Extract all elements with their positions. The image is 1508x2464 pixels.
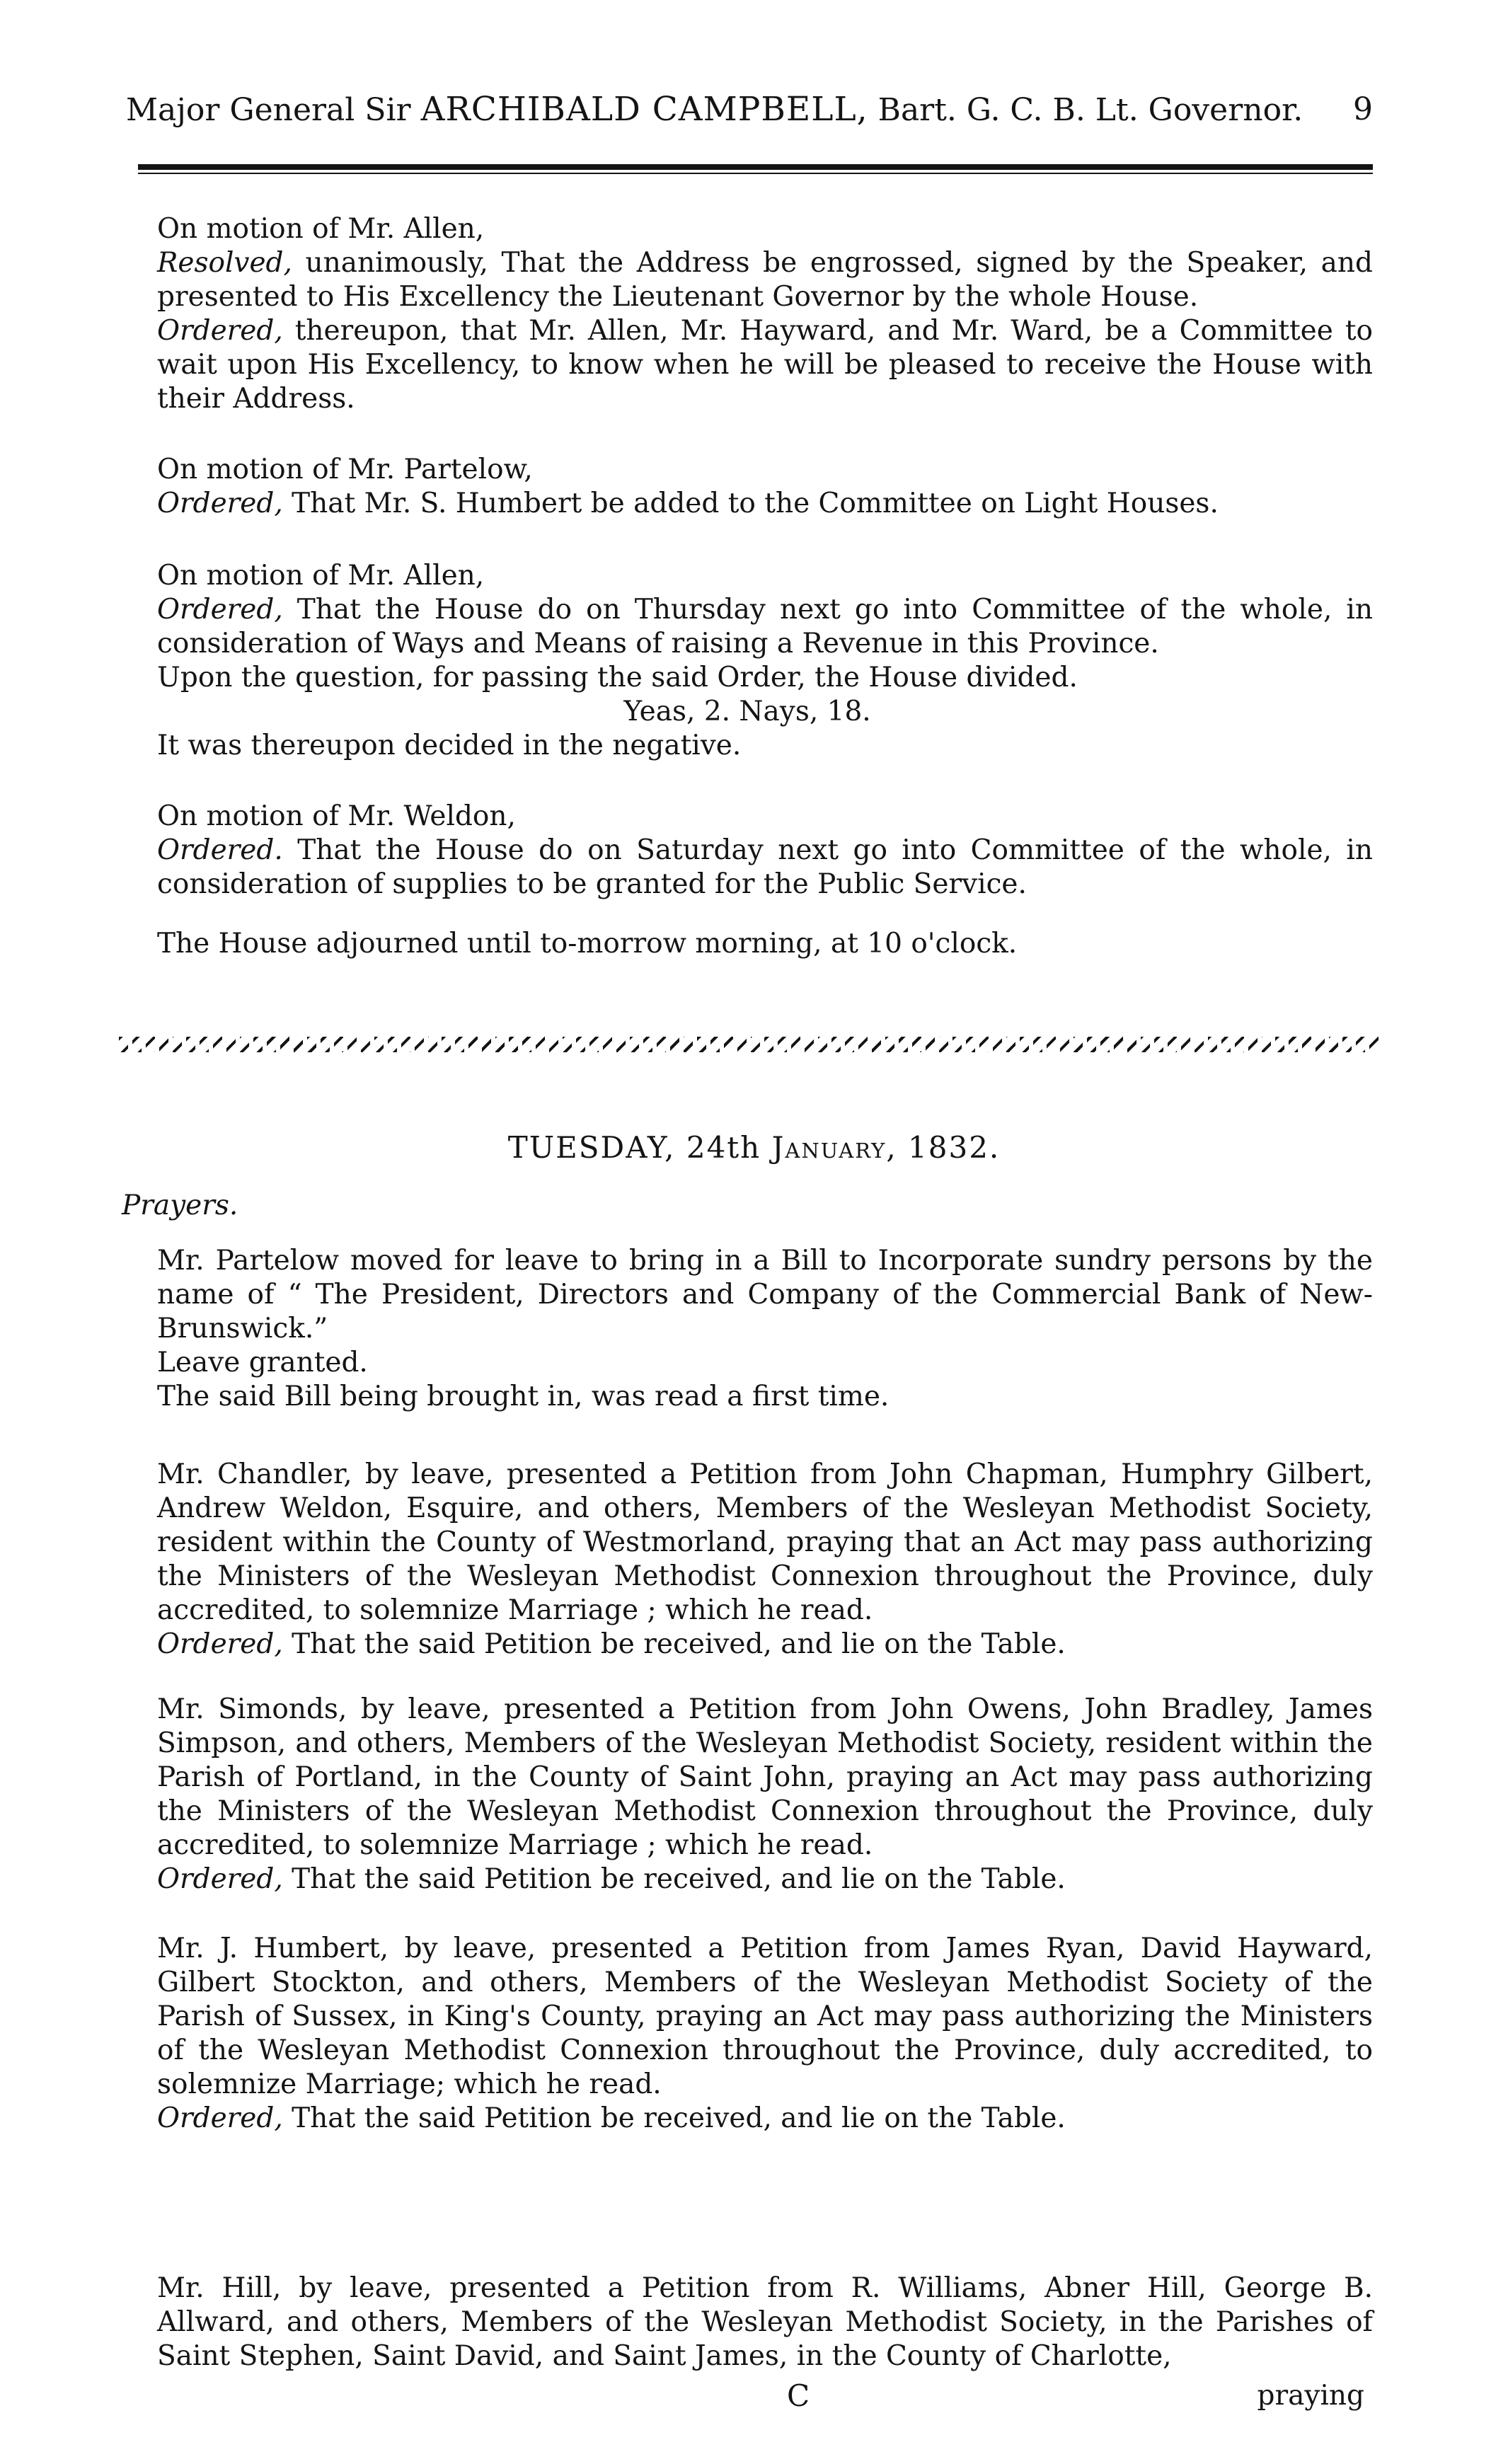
paragraph-text: Mr. Hill, by leave, presented a Petition from R. Williams, Abner Hill, George B. Allward, and others, Members of the Wesleyan Methodist Society, in the Parishes of Saint Stephen, Saint David, and Saint James, in the County of Charlotte, — [157, 2272, 1373, 2372]
prayers-label: Prayers. — [122, 1190, 238, 1221]
petition-chandler — [122, 1458, 1373, 1662]
date-day: TUESDAY, — [507, 1130, 676, 1165]
date-year: 1832. — [908, 1130, 1001, 1165]
paragraph-text: On motion of Mr. Allen, — [157, 560, 485, 592]
paragraph — [122, 1458, 1373, 1628]
paragraph — [122, 1628, 1373, 1662]
paragraph-text: Mr. Chandler, by leave, presented a Petition from John Chapman, Humphry Gilbert, Andrew Weldon, Esquire, and others, Members of the Wesleyan Methodist Society, resident within the County of Westmorland, praying that an Act may pass authorizing the Ministers of the Wesleyan Methodist Connexion throughout the Province, duly accredited, to solemnize Marriage ; which he read. — [157, 1458, 1373, 1626]
adjournment-block — [122, 927, 1373, 961]
paragraph — [122, 1863, 1373, 1896]
paragraph-text: Mr. J. Humbert, by leave, presented a Petition from James Ryan, David Hayward, Gilbert Stockton, and others, Members of the Wesleyan Methodist Society of the Parish of Sussex, in King's County, praying an Act may pass authorizing the Ministers of the Wesleyan Methodist Connexion throughout the Province, duly accredited, to solemnize Marriage; which he read. — [157, 1933, 1373, 2100]
order-label: Ordered, — [157, 488, 283, 519]
paragraph-text: That the House do on Saturday next go into Committee of the whole, in consideration of supplies to be granted for the Public Service. — [157, 834, 1373, 900]
date-month: January, — [771, 1130, 897, 1165]
paragraph-text: Leave granted. — [157, 1347, 368, 1378]
header-rule — [138, 164, 1373, 170]
header-name: ARCHIBALD CAMPBELL, — [420, 90, 868, 129]
paragraph — [122, 661, 1373, 695]
paragraph — [122, 834, 1373, 902]
paragraph — [122, 487, 1373, 521]
paragraph — [122, 800, 1373, 834]
paragraph-text: That the said Petition be received, and lie on the Table. — [282, 1863, 1066, 1895]
paragraph — [122, 2102, 1373, 2136]
paragraph — [122, 729, 1373, 763]
paragraph-text: Upon the question, for passing the said Order, the House divided. — [157, 662, 1078, 693]
paragraph — [122, 246, 1373, 314]
running-header — [126, 91, 1373, 129]
paragraph — [122, 314, 1373, 416]
paragraph-text: On motion of Mr. Allen, — [157, 213, 485, 245]
order-label: Ordered, — [157, 1628, 283, 1660]
paragraph — [122, 1693, 1373, 1863]
paragraph-text: That the House do on Thursday next go into Committee of the whole, in consideration of Ways and Means of raising a Revenue in this Province. — [157, 594, 1373, 660]
catchword: praying — [1257, 2380, 1364, 2412]
paragraph — [122, 453, 1373, 487]
paragraph-text: It was thereupon decided in the negative. — [157, 730, 742, 761]
motion-weldon-supplies — [122, 800, 1373, 902]
paragraph-text: On motion of Mr. Weldon, — [157, 800, 516, 832]
header-title: Bart. G. C. B. Lt. Governor. — [877, 92, 1303, 128]
paragraph — [122, 1346, 1373, 1380]
petition-simonds — [122, 1693, 1373, 1896]
order-label: Ordered, — [157, 2102, 283, 2134]
order-label: Resolved, — [157, 247, 292, 279]
ornamental-divider — [119, 1037, 1379, 1052]
paragraph — [122, 2272, 1373, 2373]
motion-allen-address — [122, 212, 1373, 416]
paragraph-text: That Mr. S. Humbert be added to the Committee on Light Houses. — [282, 488, 1219, 519]
sitting-date — [0, 1131, 1508, 1165]
page-footer — [122, 2379, 1373, 2414]
paragraph — [122, 212, 1373, 246]
paragraph — [122, 1380, 1373, 1414]
adjournment-notice: The House adjourned until to-morrow morning, at 10 o'clock. — [157, 928, 1018, 960]
order-label: Ordered, — [157, 1863, 283, 1895]
motion-allen-ways-means — [122, 559, 1373, 763]
paragraph — [122, 559, 1373, 593]
motion-partelow-light-houses — [122, 453, 1373, 521]
paragraph — [122, 593, 1373, 661]
paragraph-text: That the said Petition be received, and lie on the Table. — [282, 1628, 1066, 1660]
paragraph-text: thereupon, that Mr. Allen, Mr. Hayward, and Mr. Ward, be a Committee to wait upon His Excellency, to know when he will be pleased to receive the House with their Address. — [157, 315, 1373, 415]
bill-commercial-bank — [122, 1244, 1373, 1414]
paragraph — [122, 1244, 1373, 1346]
paragraph-text: unanimously, That the Address be engrossed, signed by the Speaker, and presented to His Excellency the Lieutenant Governor by the whole House. — [157, 247, 1373, 313]
order-label: Ordered, — [157, 594, 283, 626]
paragraph-text: The said Bill being brought in, was read a first time. — [157, 1381, 890, 1412]
header-rule-thin — [138, 173, 1373, 174]
date-number: 24th — [686, 1130, 761, 1165]
signature-mark: C — [787, 2378, 810, 2413]
order-label: Ordered. — [157, 834, 283, 866]
page-number: 9 — [1353, 91, 1373, 127]
paragraph-text: Mr. Partelow moved for leave to bring in a Bill to Incorporate sundry persons by the name of “ The President, Directors and Company of the Commercial Bank of New-Brunswick.” — [157, 1245, 1373, 1345]
header-prefix: Major General Sir — [126, 92, 411, 128]
petition-hill — [122, 2272, 1373, 2373]
paragraph — [122, 1932, 1373, 2102]
petition-humbert — [122, 1932, 1373, 2136]
paragraph — [122, 695, 1373, 729]
paragraph-text: That the said Petition be received, and lie on the Table. — [282, 2102, 1066, 2134]
paragraph-text: Mr. Simonds, by leave, presented a Petition from John Owens, John Bradley, James Simpson, and others, Members of the Wesleyan Methodist Society, resident within the Parish of Portland, in the County of Saint John, praying an Act may pass authorizing the Ministers of the Wesleyan Methodist Connexion throughout the Province, duly accredited, to solemnize Marriage ; which he read. — [157, 1693, 1373, 1861]
paragraph-text: Yeas, 2. Nays, 18. — [623, 696, 871, 727]
order-label: Ordered, — [157, 315, 283, 347]
paragraph-text: On motion of Mr. Partelow, — [157, 454, 533, 485]
